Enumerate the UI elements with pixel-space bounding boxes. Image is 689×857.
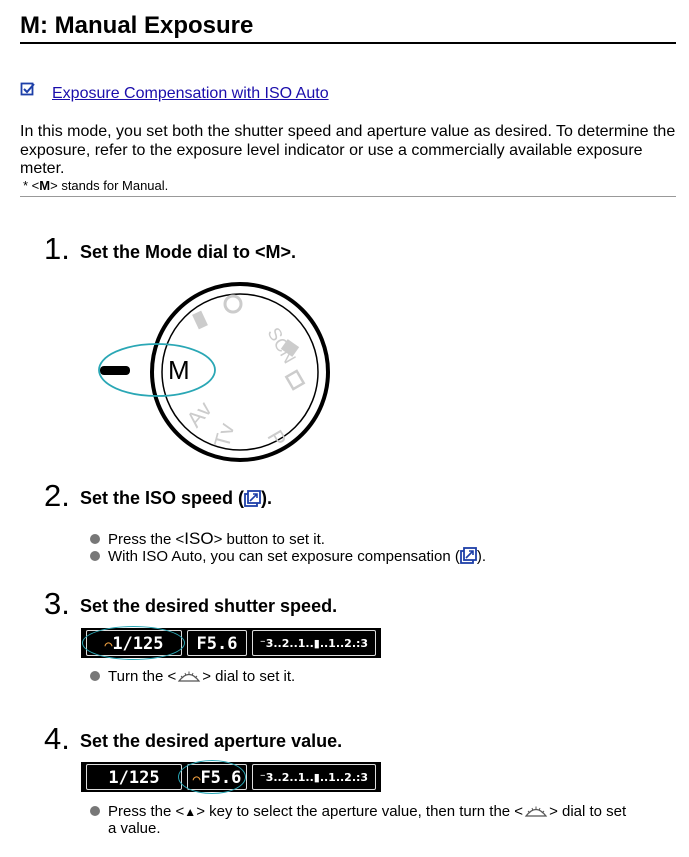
main-dial-icon <box>176 667 202 684</box>
aperture-display: F5.6 <box>187 630 247 656</box>
step-2-bullet-2: With ISO Auto, you can set exposure compensation ( ). <box>90 547 486 565</box>
aperture-display: ⌒F5.6 <box>187 764 247 790</box>
step-3-number: 3. <box>44 586 70 621</box>
step-2-title: Set the ISO speed ( ). <box>80 488 273 508</box>
step-4-bullet: Press the <▲> key to select the aperture value, then turn the < > dial to set <box>90 802 626 820</box>
step-4-number: 4. <box>44 721 70 756</box>
shutter-speed-display: 1/125 <box>86 764 182 790</box>
up-arrow-key-icon: ▲ <box>184 805 197 819</box>
section-divider <box>20 196 676 197</box>
dial-label-scn: SCN <box>263 324 300 367</box>
exposure-compensation-link[interactable]: Exposure Compensation with ISO Auto <box>52 85 329 102</box>
shutter-highlight <box>82 626 185 660</box>
step-3-bullet: Turn the < > dial to set it. <box>90 667 295 685</box>
aperture-highlight <box>178 760 246 794</box>
step-2-bullet-1: Press the <ISO> button to set it. <box>90 529 325 549</box>
quick-control-icon <box>244 490 261 507</box>
step-4-title: Set the desired aperture value. <box>80 731 343 751</box>
shutter-speed-display: ⌒1/125 <box>86 630 182 656</box>
exposure-meter-display: ⁻3..2..1..▮..1..2.:3 <box>252 764 376 790</box>
exposure-meter-display: ⁻3..2..1..▮..1..2.:3 <box>252 630 376 656</box>
step-1-title: Set the Mode dial to <M>. <box>80 242 297 262</box>
main-dial-icon <box>523 802 549 819</box>
iso-button-label: ISO <box>184 529 214 548</box>
dial-label-av: Av <box>181 396 217 433</box>
checkbox-link-icon <box>20 82 36 98</box>
dial-label-p: P <box>262 425 292 452</box>
quick-control-icon <box>460 547 477 564</box>
step-4-bullet-line-2: a value. <box>108 820 161 837</box>
dial-label-tv: Tv <box>208 420 240 451</box>
mode-dial-illustration <box>95 282 335 472</box>
dial-current-mode: M <box>168 355 190 385</box>
intro-paragraph: In this mode, you set both the shutter speed and aperture value as desired. To determine the exposure, refer to the exposure level indicator or use a commercially available exposure meter. <box>20 123 676 177</box>
title-divider <box>20 42 676 44</box>
step-1-number: 1. <box>44 231 70 266</box>
mode-note: * <M> stands for Manual. <box>23 178 169 193</box>
step-2-number: 2. <box>44 478 70 513</box>
page-title: M: Manual Exposure <box>20 12 254 39</box>
step-3-title: Set the desired shutter speed. <box>80 596 338 616</box>
